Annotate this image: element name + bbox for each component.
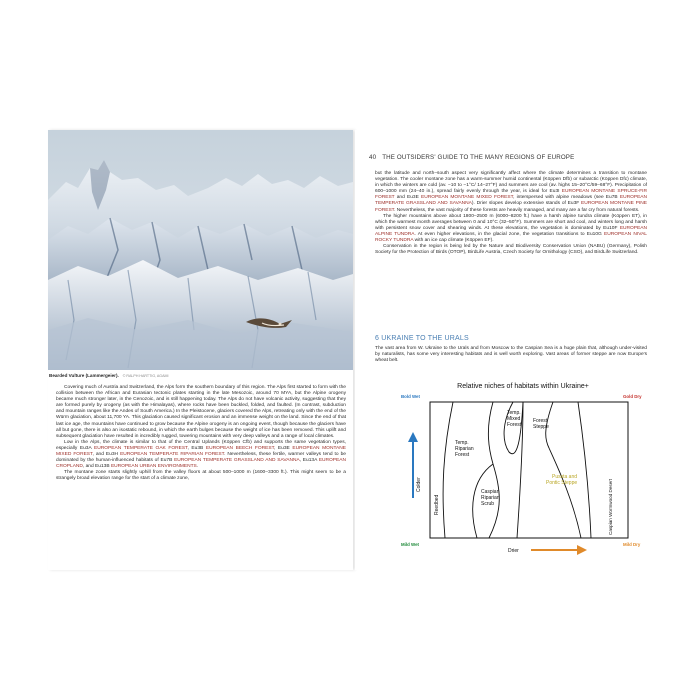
- zone-caspian-scrub-3: Scrub: [481, 501, 495, 507]
- left-paragraph-3: The montane zone starts slightly uphill from the valley floors at about 500–1000 m (1600–3300 ft.). This might seem to be a strangely broad elevation range for the start of a climate zone,: [56, 470, 346, 482]
- diagram-title: Relative niches of habitats within Ukraine+: [457, 383, 589, 390]
- habitat-link: EUROPEAN URBAN ENVIRONMENTS: [110, 464, 197, 470]
- reedbed-boundary: [443, 402, 453, 538]
- zone-forest-steppe-2: Steppe: [533, 424, 549, 430]
- running-header: [369, 154, 574, 161]
- corner-bottom-right: Mild Dry: [623, 542, 641, 547]
- corner-top-left: Bold Wet: [401, 394, 420, 399]
- zone-mixed-forest-1: Temp.: [507, 410, 521, 416]
- habitat-niche-diagram: [393, 380, 653, 567]
- zone-reedbed: Reedbed: [434, 494, 440, 515]
- habitat-link: EUROPEAN MONTANE SPRUCE-FIR FOREST: [375, 189, 647, 201]
- zone-caspian-desert: Caspian Wormwood Desert: [608, 478, 613, 535]
- running-title: THE OUTSIDERS' GUIDE TO THE MANY REGIONS OF EUROPE: [382, 154, 575, 161]
- zone-riparian-forest-3: Forest: [455, 452, 470, 458]
- left-page: [48, 130, 353, 570]
- zone-caspian-scrub-1: Caspian: [481, 489, 500, 495]
- steppe-boundary: [546, 402, 581, 538]
- right-body-text: [375, 171, 647, 256]
- axis-drier-label: Drier: [508, 548, 519, 554]
- zone-caspian-scrub-2: Riparian: [481, 495, 500, 501]
- right-paragraph-3: Conservation in the region is being led by the Nature and Biodiversity Conservation Union (NABU) (Germany), Polish Society for the Protection of Birds (OTOP), BirdLife Austria, Czech Society for Ornithology (CSO), and BirdLife Switzerland.: [375, 244, 647, 256]
- zone-riparian-forest-2: Riparian: [455, 446, 474, 452]
- section-paragraph: The vast area from W. Ukraine to the Urals and from Moscow to the Caspian Sea is a huge plain that, although under-visited by naturalists, has some very interesting habitats and is well worth exploring. Vast areas of former steppe are now Europe's wheat belt.: [375, 346, 647, 364]
- riparian-boundary: [488, 402, 499, 538]
- right-paragraph-1: but the latitude and north–south aspect very significantly affect where the climate determines a transition to montane vegetation. The cooler montane zone has a warm-summer humid continental (Köppen Dfb) or subarctic (Köppen Dfc) climate, in which the winters are cold (av. −10 to −1°C/ 14–27°F) and summers are cool (av. highs 15–20°C/59–68°F). Precipitation of 600–1000 mm (24–40 in.), spread fairly evenly through the year, is ideal for Eu3I EUROPEAN MONTANE SPRUCE-FIR FOREST and Eu3E EUROPEAN MONTANE MIXED FOREST, interspersed with alpine meadows (see Eu7B EUROPEAN TEMPERATE GRASSLAND AND SAVANNA). Drier slopes develop extensive stands of Eu3F EUROPEAN MONTANE PINE FOREST. Nevertheless, the vast majority of these forests are heavily managed, and many are a far cry from natural forests.: [375, 171, 648, 213]
- caption-credit: © RALPH HARTTIG, AGAMI: [122, 374, 169, 378]
- habitat-link: EUROPEAN MONTANE MIXED FOREST: [421, 195, 514, 201]
- left-paragraph-1: Covering much of Austria and Switzerland, the Alps form the southern boundary of this region. The Alps first started to form with the collision between the African and Eurasian tectonic plates starting in the late Mesozoic, around 70 MYA, but the Alpine orogeny became much stronger later, in the Cenozoic, and is still happening today. The Alps do not have volcanic activity, suggesting that they are formed purely by orogeny (as with the Himalayas), where rocks have been buckled, folded, and faulted. (In contrast, subduction and mountain ranges like the Andes of South America.) In the Pleistocene, glaciers covered the Alps, retreating only with the end of the Würm glaciation, about 11,700 YA. This glaciation caused significant erosion and an immense weight on the land. Since the end of that last ice age, the mountains have continued to grow because the Alpine orogeny is an ongoing event, though because the glaciers have all but gone, there is also an isostatic rebound, in which the earth bulges because the weight of ice has been removed. This uplift and subsequent glaciation have resulted in incredibly rugged, towering mountains with very deep valleys and a range of local climates.: [56, 385, 346, 439]
- corner-top-right: Gold Dry: [623, 394, 642, 399]
- habitat-link: EUROPEAN CROPLAND: [56, 458, 346, 470]
- diagram-frame: [430, 402, 628, 538]
- mountain-photo-image: [48, 130, 353, 370]
- habitat-link: EUROPEAN MONTANE MIXED FOREST: [56, 445, 347, 458]
- left-paragraph-2: Low in the Alps, the climate is similar to that of the Central Uplands (Köppen Cfb) and supports the same vegetation types, especially Eu3A EUROPEAN TEMPERATE OAK FOREST, Eu3B EUROPEAN BEECH FOREST, Eu3E EUROPEAN MONTANE MIXED FOREST, and Eu3H EUROPEAN TEMPERATE RIPARIAN FOREST. Nevertheless, these fertile, warmer valleys tend to be dominated by the human-influenced habitats of Eu7B EUROPEAN TEMPERATE GRASSLAND AND SAVANNA, Eu13A EUROPEAN CROPLAND, and Eu13B EUROPEAN URBAN ENVIRONMENTS.: [56, 439, 347, 470]
- axis-colder-label: Colder: [416, 477, 422, 492]
- zone-forest-steppe-1: Forest: [533, 418, 548, 424]
- zone-pontic-steppe-1: Pussta and: [552, 474, 578, 480]
- zone-riparian-forest-1: Temp.: [455, 440, 469, 446]
- corner-bottom-left: Mild Wet: [401, 542, 419, 547]
- habitat-link: EUROPEAN NIVAL ROCKY TUNDRA: [375, 231, 647, 244]
- habitat-link: EUROPEAN TEMPERATE GRASSLAND AND SAVANNA: [375, 195, 648, 207]
- right-paragraph-2: The higher mountains above about 1800–2500 m (6000–8200 ft.) have a harsh alpine tundra climate (Köppen ET), in which the warmest month averages between 0 and 10°C (32–50°F). Summers are short and cool, and winters long and harsh with persistent snow cover and shearing winds. At these elevations, the vegetation is dominated by Eu10F EUROPEAN ALPINE TUNDRA. At even higher elevations, in the glacial zone, the vegetation transitions to Eu10G EUROPEAN NIVAL ROCKY TUNDRA with an ice cap climate (Köppen EF).: [375, 213, 647, 244]
- caption-title: Bearded Vulture (Lammergeier).: [49, 373, 119, 378]
- habitat-link: EUROPEAN TEMPERATE OAK FOREST: [94, 445, 188, 451]
- drier-arrow: [531, 545, 587, 555]
- zone-pontic-steppe-2: Pontic Steppe: [546, 480, 578, 486]
- alpine-vulture-photo: [48, 130, 353, 370]
- right-page: [355, 130, 655, 570]
- niche-diagram-svg: [393, 380, 653, 567]
- habitat-link: EUROPEAN TEMPERATE GRASSLAND AND SAVANNA: [174, 458, 300, 464]
- habitat-link: EUROPEAN ALPINE TUNDRA: [375, 225, 647, 237]
- zone-mixed-forest-2: Mixed: [507, 416, 521, 422]
- section-heading: 6 UKRAINE TO THE URALS: [375, 335, 469, 342]
- habitat-link: EUROPEAN BEECH FOREST: [205, 445, 274, 451]
- photo-caption: [49, 373, 169, 378]
- section-body-text: [375, 346, 647, 364]
- habitat-link: EUROPEAN MONTANE PINE FOREST: [375, 201, 647, 213]
- desert-boundary: [578, 402, 591, 538]
- habitat-link: EUROPEAN TEMPERATE RIPARIAN FOREST: [120, 452, 225, 458]
- page-number: 40: [369, 154, 377, 161]
- zone-mixed-forest-3: Forest: [507, 422, 522, 428]
- left-body-text: [56, 385, 346, 483]
